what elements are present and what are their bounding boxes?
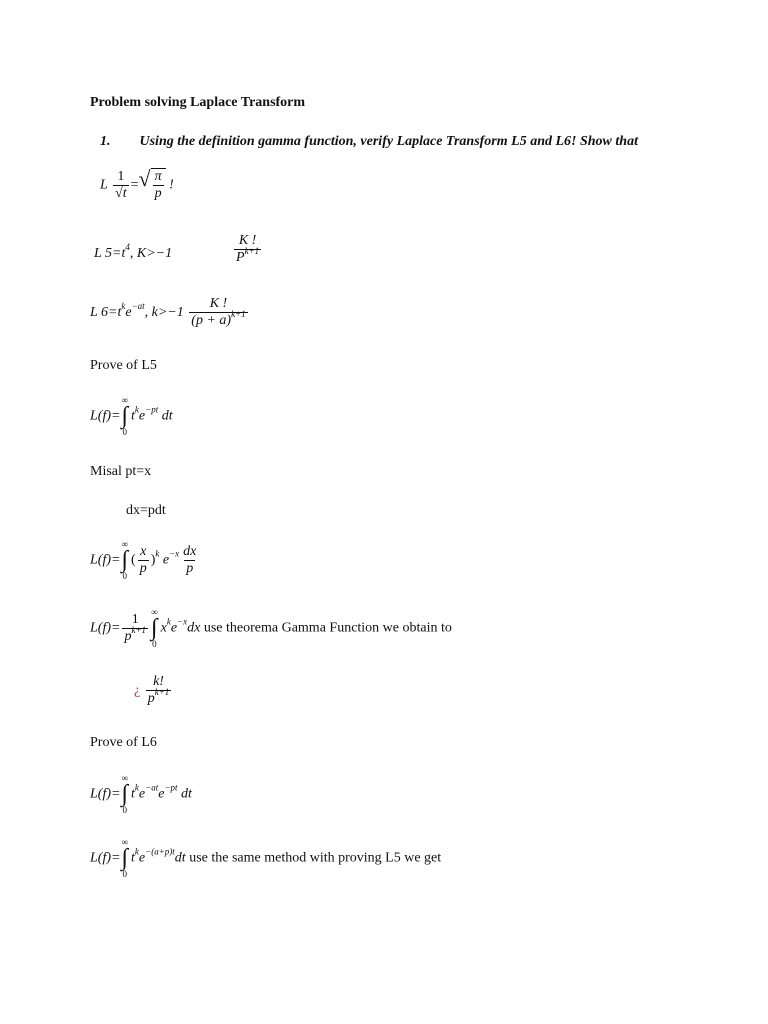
integral-sign: ∞ ∫ 0 xyxy=(121,539,129,581)
l5-final-result: ¿ $\frac{k!}{p^{k+1}}$ xyxy=(134,674,170,707)
problem-text: Using the definition gamma function, verify Laplace Transform L5 and L6! Show that xyxy=(139,134,638,149)
differential-text: dx=pdt xyxy=(126,503,166,518)
l5-result: $\frac{K !}{P^{k+1}}$ xyxy=(236,233,260,266)
problem-statement xyxy=(100,134,638,150)
l6-result: $\frac{K !}{(p + a)^{k+1}}$ xyxy=(191,296,246,329)
section-prove-l6: Prove of L6 xyxy=(90,735,157,750)
page-title: Problem solving Laplace Transform xyxy=(90,95,306,110)
equation-substituted: L(f)= ∞ ∫ 0 ( $\frac{x}{p}$ )$^k$ $e^{-x}$ $\frac{dx}{p}$ xyxy=(90,539,197,581)
substitution-text: Misal pt=x xyxy=(90,464,152,479)
equation-gamma: L(f)= $\frac{1}{p^{k+1}}$ ∞ ∫ 0 $x^ke^{-x}dx$ use theorema Gamma Function we obtain to xyxy=(90,607,452,649)
integral-sign: ∞ ∫ 0 xyxy=(151,607,158,649)
equation-laplace-def: L(f)= ∞ ∫ 0 $t^ke^{-pt}$ dt xyxy=(90,395,173,437)
l6-definition: L $6=t^ke^{-at}$, k>−1 $\frac{K !}{(p + a)^{k+1}}$ xyxy=(90,296,246,329)
integral-sign: ∞ ∫ 0 xyxy=(121,773,129,815)
equation-sqrt: L $\frac{1}{√t}$ = √ $\frac{\pi}{p}$ ! xyxy=(100,166,174,202)
fraction: $\frac{1}{√t}$ xyxy=(115,168,127,201)
section-prove-l5: Prove of L5 xyxy=(90,358,157,373)
l5-definition: L $5=t^4$, K>−1 xyxy=(94,242,173,261)
square-root: √ $\frac{\pi}{p}$ xyxy=(139,168,166,202)
integral-sign: ∞ ∫ 0 xyxy=(121,395,129,437)
problem-number: 1. xyxy=(100,134,111,149)
equation-l6-combined: L(f)= ∞ ∫ 0 $t^ke^{-(a+p)t}dt$ use the same method with proving L5 we get xyxy=(90,837,442,879)
integral-sign: ∞ ∫ 0 xyxy=(121,837,129,879)
equation-l6-def: L(f)= ∞ ∫ 0 $t^ke^{-at}e^{-pt}$ dt xyxy=(90,773,192,815)
